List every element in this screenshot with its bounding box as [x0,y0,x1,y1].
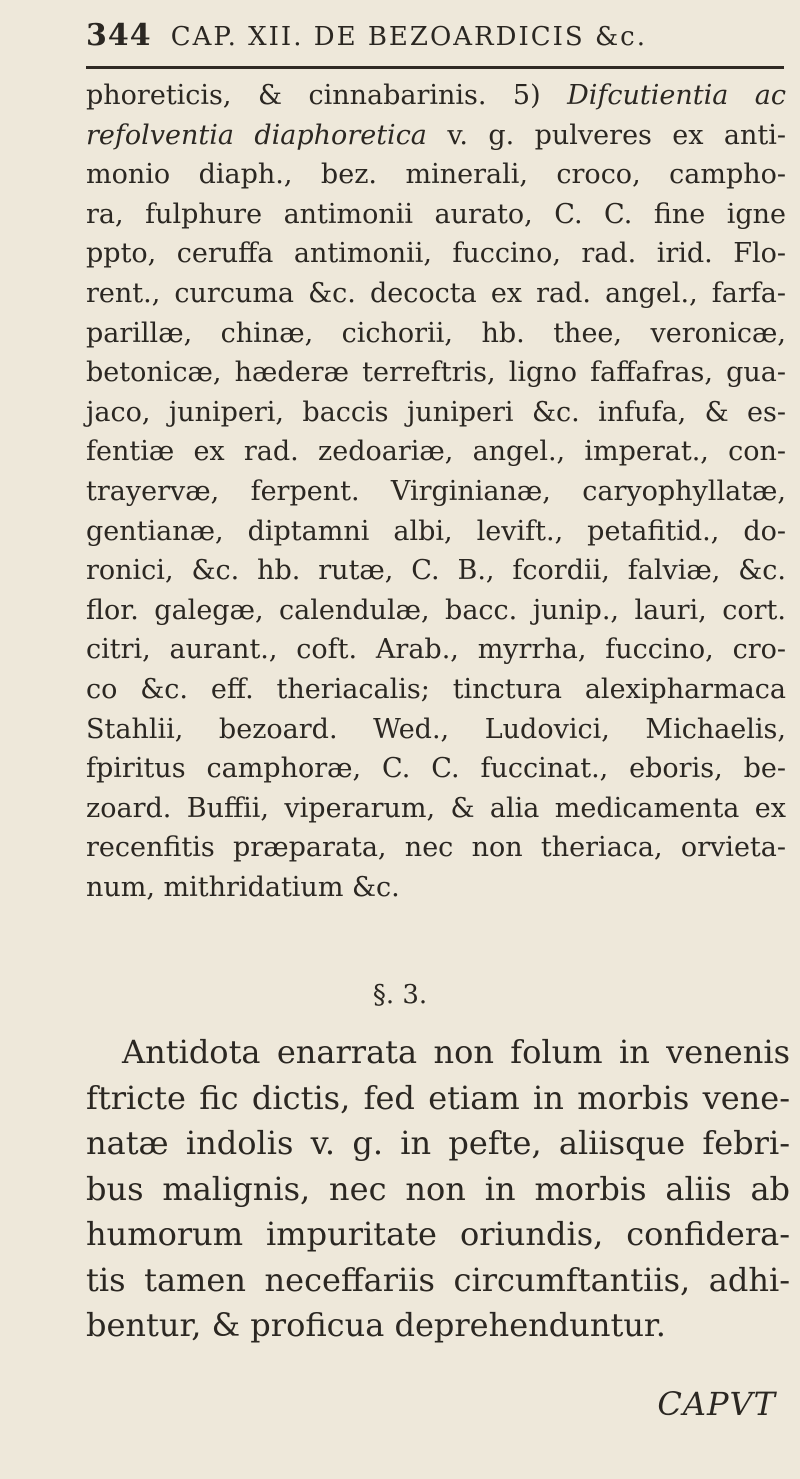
text-line [86,472,786,512]
text-line [86,591,786,631]
text-line [86,749,786,789]
text-line: ftricte fic dictis, fed etiam in morbis vene- [86,1078,790,1117]
text-segment: flor. galegæ, calendulæ, bacc. junip., lauri, cort. [86,594,786,626]
text-line [86,76,786,116]
italic-segment: Difcutientia ac [567,80,786,111]
text-line [86,116,786,156]
text-line [86,512,786,552]
text-line [86,828,786,868]
text-line [86,195,786,235]
text-segment: Stahlii, bezoard. Wed., Ludovici, Michaelis, [86,713,786,745]
text-segment: fpiritus camphoræ, C. C. fuccinat., eboris, be- [86,753,786,785]
text-line [86,234,786,274]
text-line: Antidota enarrata non folum in venenis [122,1033,790,1071]
text-segment: ronici, &c. hb. rutæ, C. B., fcordii, falviæ, &c. [86,555,786,587]
text-segment: ra, fulphure antimonii aurato, C. C. fine igne [86,198,786,230]
text-line [86,789,786,829]
text-segment: zoard. Buffii, viperarum, & alia medicamenta ex [86,792,786,824]
text-segment: monio diaph., bez. minerali, croco, campho- [86,159,786,191]
text-segment: betonicæ, hæderæ terreftris, ligno faffafras, gua- [86,357,786,389]
text-line [86,274,786,314]
running-title: CAP. XII. DE BEZOARDICIS &c. [170,22,647,52]
running-header [86,18,786,68]
text-segment: phoreticis, & cinnabarinis. 5) [86,80,568,111]
text-segment: recenfitis præparata, nec non theriaca, orvieta- [86,832,786,864]
text-line [86,630,786,670]
text-segment: fentiæ ex rad. zedoariæ, angel., imperat., con- [86,436,786,468]
text-segment: co &c. eff. theriacalis; tinctura alexipharmaca [86,673,786,705]
text-segment: citri, aurant., coft. Arab., myrrha, fuccino, cro- [86,634,786,666]
text-line [86,432,786,472]
text-line: tis tamen neceffariis circumftantiis, adhi- [86,1260,790,1299]
text-line [86,670,786,710]
header-rule [86,66,784,69]
italic-segment: refolventia diaphoretica [86,119,427,151]
paragraph-1 [86,76,786,907]
text-segment: gentianæ, diptamni albi, levift., petafitid., do- [86,515,786,547]
text-line [86,868,786,908]
paragraph-2 [86,1030,790,1349]
text-line [86,710,786,750]
text-line [86,551,786,591]
text-segment: num, mithridatium &c. [86,871,400,903]
text-line [86,155,786,195]
text-line: bus malignis, nec non in morbis aliis ab [86,1169,790,1208]
catchword: CAPVT [657,1385,776,1423]
text-segment: parillæ, chinæ, cichorii, hb. thee, veronicæ, [86,317,786,349]
section-mark: §. 3. [372,980,428,1010]
text-segment: ppto, ceruffa antimonii, fuccino, rad. irid. Flo- [86,238,786,270]
text-segment: jaco, juniperi, baccis juniperi &c. infufa, & es- [86,396,786,428]
text-line [86,314,786,354]
text-segment: trayervæ, ferpent. Virginianæ, caryophyllatæ, [86,475,786,507]
text-line [86,353,786,393]
text-segment: v. g. pulveres ex anti- [426,119,787,151]
text-line: natæ indolis v. g. in pefte, aliisque febri- [86,1124,790,1162]
text-line: bentur, & proficua deprehenduntur. [86,1306,666,1344]
text-line: humorum impuritate oriundis, confidera- [86,1215,790,1253]
text-line [86,393,786,433]
text-segment: rent., curcuma &c. decocta ex rad. angel., farfa- [86,277,786,309]
page-number: 344 [86,18,152,53]
